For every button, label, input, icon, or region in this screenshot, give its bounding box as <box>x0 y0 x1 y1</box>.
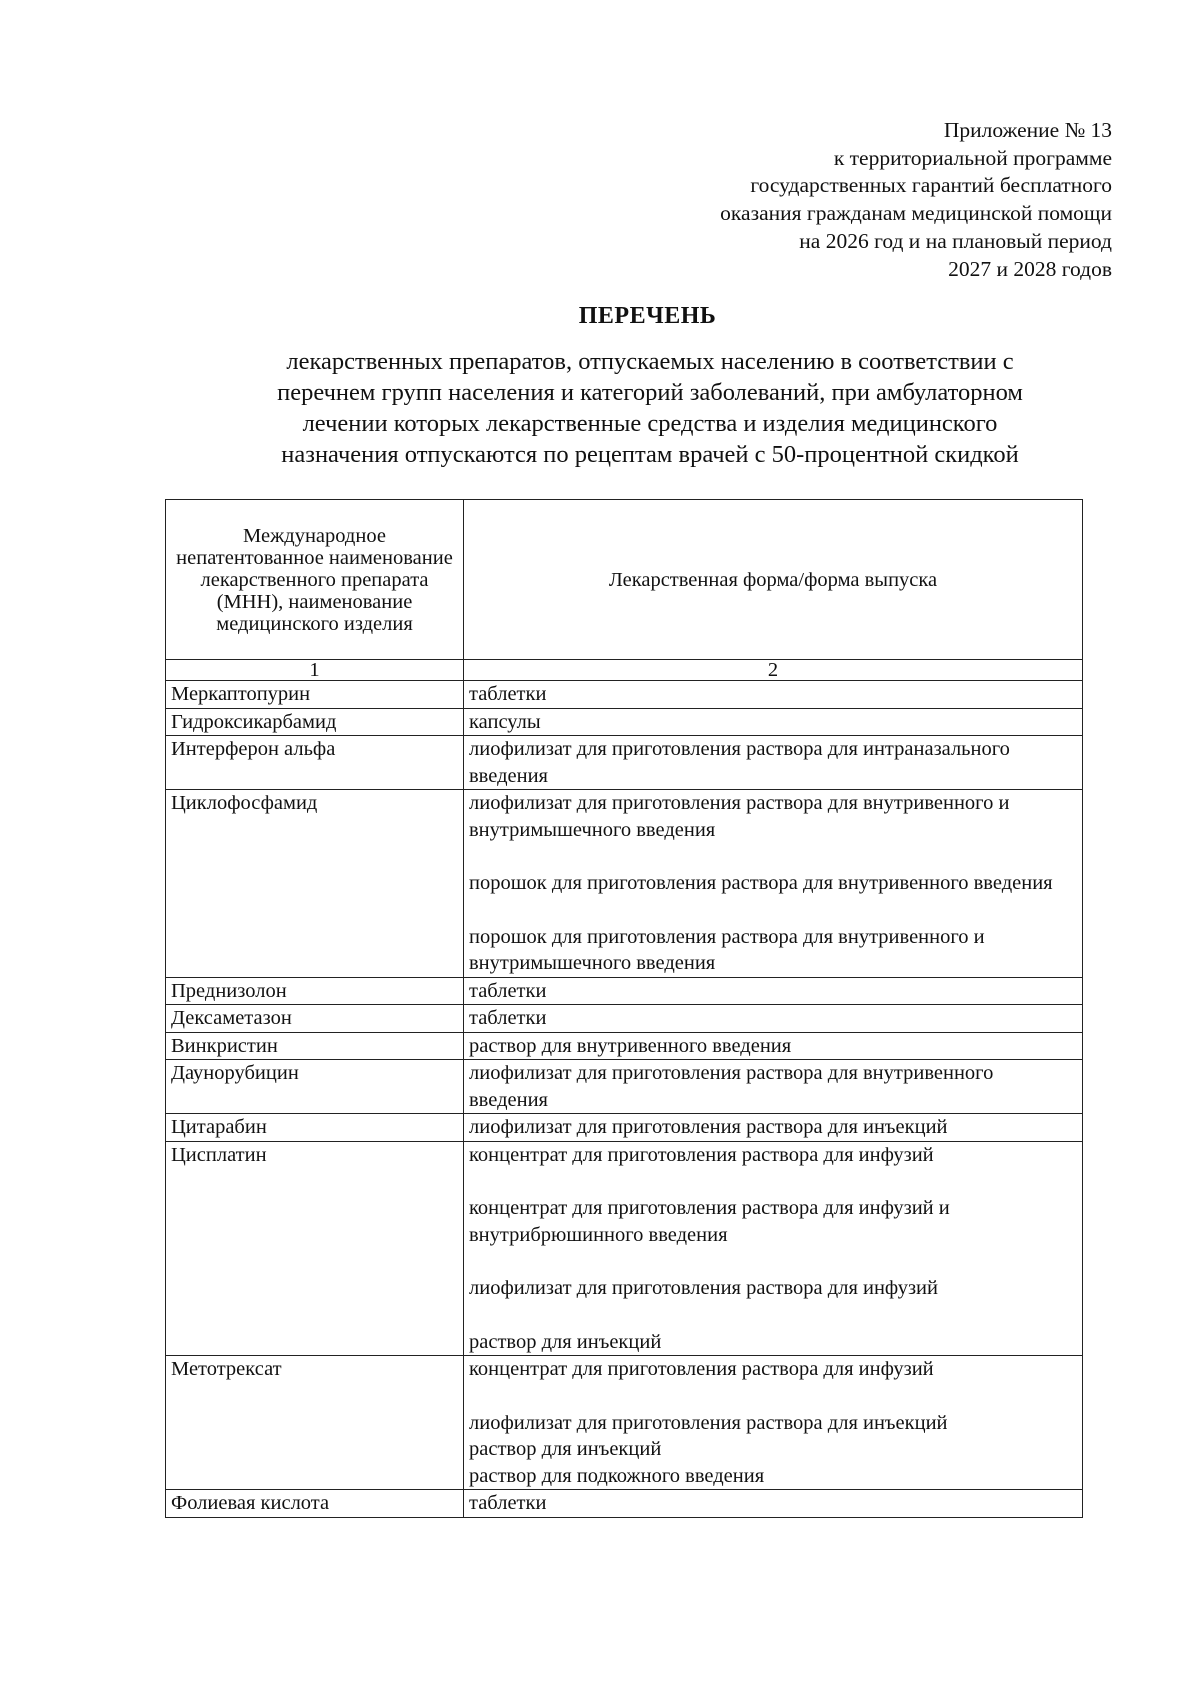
table-row <box>166 736 1083 790</box>
drug-name: Гидроксикарбамид <box>166 708 464 736</box>
drug-forms <box>464 1060 1083 1114</box>
drug-name: Винкристин <box>166 1032 464 1060</box>
table-row <box>166 681 1083 709</box>
subtitle-line: перечнем групп населения и категорий заболеваний, при амбулаторном <box>277 379 1023 406</box>
drug-forms <box>464 708 1083 736</box>
subtitle-line: лекарственных препаратов, отпускаемых населению в соответствии с <box>286 348 1014 375</box>
table-row <box>166 1032 1083 1060</box>
column-number-row <box>166 660 1083 681</box>
drug-name: Меркаптопурин <box>166 681 464 709</box>
drug-forms <box>464 1032 1083 1060</box>
dosage-form: таблетки <box>469 1492 547 1514</box>
drug-forms <box>464 1490 1083 1518</box>
drug-forms <box>464 977 1083 1005</box>
dosage-form: лиофилизат для приготовления раствора для интраназального введения <box>469 738 1010 787</box>
drug-name: Фолиевая кислота <box>166 1490 464 1518</box>
dosage-form: лиофилизат для приготовления раствора для инъекций <box>469 1116 948 1138</box>
table-row <box>166 1356 1083 1490</box>
dosage-form: концентрат для приготовления раствора для инфузий и внутрибрюшинного введения <box>469 1197 950 1246</box>
dosage-form: раствор для подкожного введения <box>469 1464 765 1487</box>
table-row <box>166 1490 1083 1518</box>
dosage-form: таблетки <box>469 1007 547 1029</box>
dosage-form: таблетки <box>469 979 547 1002</box>
column-number: 2 <box>464 660 1083 681</box>
dosage-form: лиофилизат для приготовления раствора для инфузий <box>469 1277 938 1299</box>
dosage-form: концентрат для приготовления раствора для инфузий <box>469 1358 934 1380</box>
table-row <box>166 1114 1083 1142</box>
drug-name: Даунорубицин <box>166 1060 464 1114</box>
table-row <box>166 1141 1083 1356</box>
table-row <box>166 1060 1083 1114</box>
dosage-form: капсулы <box>469 710 541 733</box>
appendix-line: оказания гражданам медицинской помощи <box>720 201 1112 226</box>
dosage-form: лиофилизат для приготовления раствора для внутривенного введения <box>469 1062 994 1111</box>
drug-forms <box>464 1114 1083 1142</box>
table-row <box>166 790 1083 978</box>
drug-name: Метотрексат <box>166 1356 464 1490</box>
subtitle-line: назначения отпускаются по рецептам врачей с 50-процентной скидкой <box>281 441 1019 468</box>
appendix-line: на 2026 год и на плановый период <box>799 228 1112 253</box>
drug-forms <box>464 1141 1083 1356</box>
drug-name: Цисплатин <box>166 1141 464 1356</box>
table-header-row <box>166 500 1083 660</box>
document-title: ПЕРЕЧЕНЬ <box>578 303 717 329</box>
drug-forms <box>464 681 1083 709</box>
dosage-form: таблетки <box>469 683 547 705</box>
drug-name: Цитарабин <box>166 1114 464 1142</box>
dosage-form: раствор для внутривенного введения <box>469 1034 792 1057</box>
table-row <box>166 1005 1083 1033</box>
dosage-form: лиофилизат для приготовления раствора для внутривенного и внутримышечного введения <box>469 792 1010 841</box>
appendix-line: Приложение № 13 <box>943 118 1112 142</box>
dosage-form: лиофилизат для приготовления раствора для инъекций <box>469 1411 948 1434</box>
table-row <box>166 708 1083 736</box>
header-dosage-form: Лекарственная форма/форма выпуска <box>464 500 1083 660</box>
drug-name: Дексаметазон <box>166 1005 464 1033</box>
drug-forms <box>464 1356 1083 1490</box>
dosage-form: порошок для приготовления раствора для внутривенного и внутримышечного введения <box>469 925 985 974</box>
drug-name: Интерферон альфа <box>166 736 464 790</box>
subtitle-line: лечении которых лекарственные средства и изделия медицинского <box>302 410 998 437</box>
appendix-line: к территориальной программе <box>833 145 1112 170</box>
column-number: 1 <box>166 660 464 681</box>
table-row <box>166 977 1083 1005</box>
dosage-form: раствор для инъекций <box>469 1438 662 1460</box>
drug-name: Циклофосфамид <box>166 790 464 978</box>
drug-forms <box>464 1005 1083 1033</box>
dosage-form: порошок для приготовления раствора для внутривенного введения <box>469 872 1053 894</box>
drug-list-table <box>165 499 1083 1518</box>
drug-forms <box>464 736 1083 790</box>
dosage-form: концентрат для приготовления раствора для инфузий <box>469 1143 934 1166</box>
appendix-line: 2027 и 2028 годов <box>948 256 1112 281</box>
dosage-form: раствор для инъекций <box>469 1330 662 1353</box>
document-subtitle <box>0 346 1200 470</box>
drug-name: Преднизолон <box>166 977 464 1005</box>
appendix-line: государственных гарантий бесплатного <box>750 173 1112 198</box>
header-inn-name: Международное непатентованное наименование лекарственного препарата (МНН), наименование медицинского изделия <box>166 500 464 660</box>
appendix-block <box>720 117 1112 283</box>
drug-forms <box>464 790 1083 978</box>
